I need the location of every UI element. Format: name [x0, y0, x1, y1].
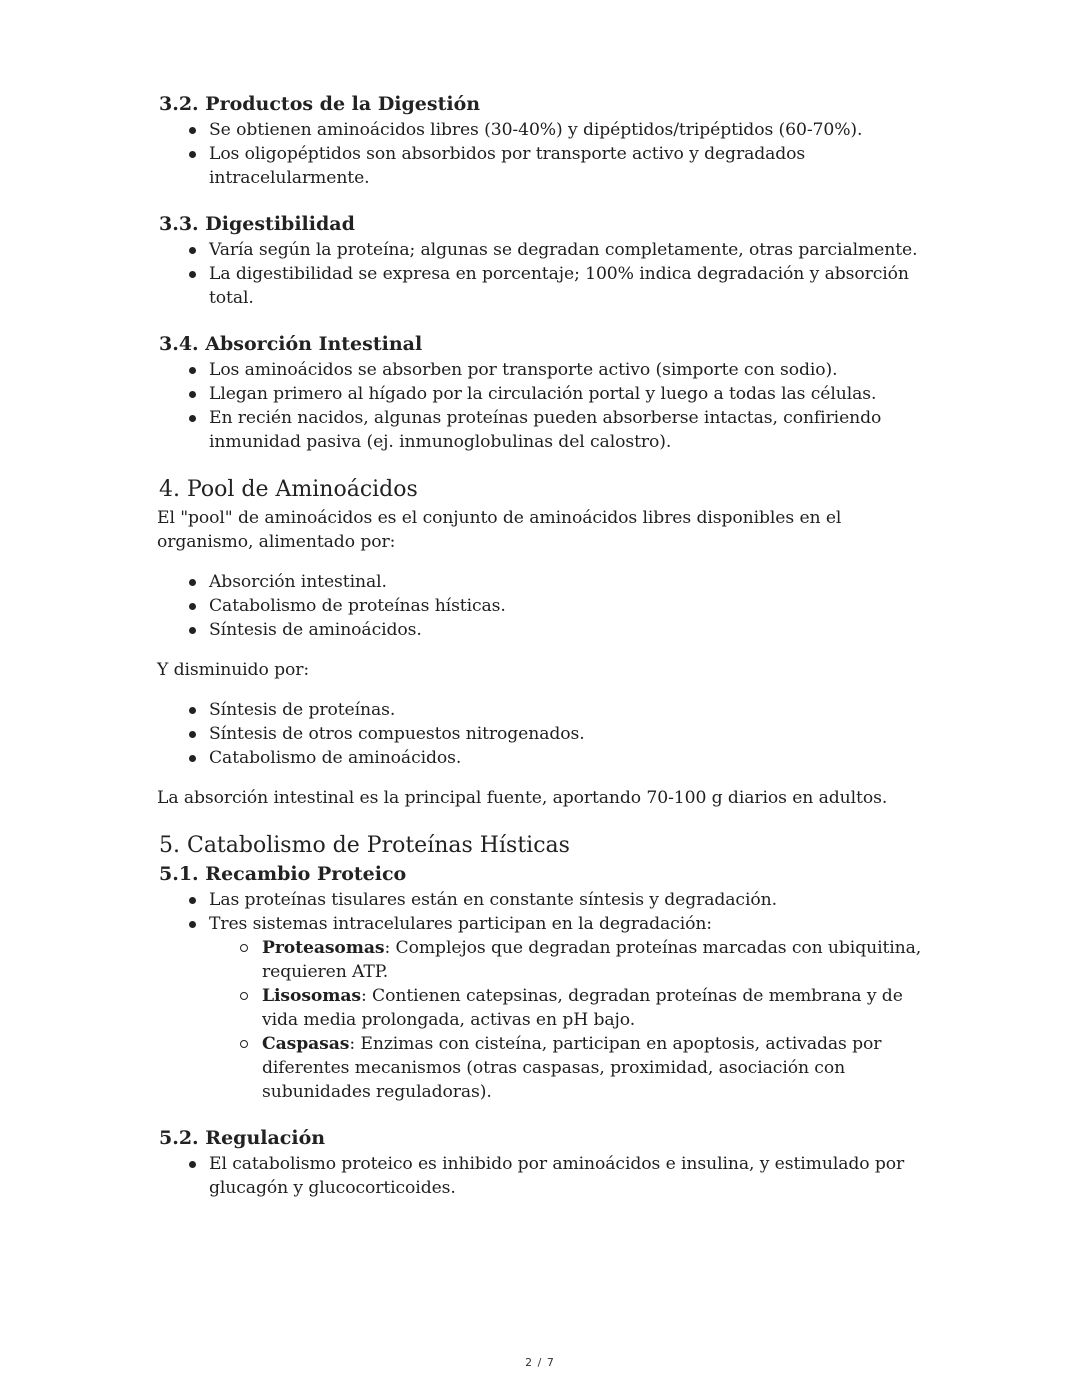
list-item: El catabolismo proteico es inhibido por aminoácidos e insulina, y estimulado por glucagón y glucocorticoides. — [157, 1152, 927, 1200]
list-item: Los oligopéptidos son absorbidos por transporte activo y degradados intracelularmente. — [157, 142, 927, 190]
list-5-1 — [157, 888, 927, 936]
list-item: Síntesis de aminoácidos. — [157, 618, 927, 642]
list-item: Las proteínas tisulares están en constante síntesis y degradación. — [157, 888, 927, 912]
list-item-proteasomas — [157, 936, 927, 984]
list-3-3 — [157, 238, 927, 310]
list-pool-fed — [157, 570, 927, 642]
heading-3-4: 3.4. Absorción Intestinal — [159, 333, 423, 355]
list-item: Síntesis de otros compuestos nitrogenados. — [157, 722, 927, 746]
list-item-lisosomas — [157, 984, 927, 1032]
heading-5: 5. Catabolismo de Proteínas Hísticas — [159, 833, 570, 858]
term-desc: : Complejos que degradan proteínas marcadas con ubiquitina, requieren ATP. — [262, 938, 922, 982]
list-item: Catabolismo de aminoácidos. — [157, 746, 927, 770]
page-number: 2 / 7 — [525, 1356, 555, 1369]
heading-3-3: 3.3. Digestibilidad — [159, 213, 355, 235]
list-item: Absorción intestinal. — [157, 570, 927, 594]
list-item: Llegan primero al hígado por la circulación portal y luego a todas las células. — [157, 382, 927, 406]
pool-intro: El "pool" de aminoácidos es el conjunto de aminoácidos libres disponibles en el organismo, alimentado por: — [157, 508, 842, 552]
term: Proteasomas — [262, 938, 385, 958]
heading-3-2: 3.2. Productos de la Digestión — [159, 93, 481, 115]
list-item-caspasas — [157, 1032, 927, 1104]
term-desc: : Enzimas con cisteína, participan en apoptosis, activadas por diferentes mecanismos (otras caspasas, proximidad, asociación con subunidades reguladoras). — [262, 1034, 882, 1102]
list-item: Síntesis de proteínas. — [157, 698, 927, 722]
term: Caspasas — [262, 1034, 350, 1054]
heading-4: 4. Pool de Aminoácidos — [159, 477, 418, 502]
heading-5-2: 5.2. Regulación — [159, 1127, 326, 1149]
pool-closing: La absorción intestinal es la principal fuente, aportando 70-100 g diarios en adultos. — [157, 788, 888, 808]
list-item: La digestibilidad se expresa en porcentaje; 100% indica degradación y absorción total. — [157, 262, 927, 310]
list-item: Tres sistemas intracelulares participan en la degradación: — [157, 912, 927, 936]
list-3-2 — [157, 118, 927, 190]
list-pool-decreased — [157, 698, 927, 770]
list-item: Se obtienen aminoácidos libres (30-40%) y dipéptidos/tripéptidos (60-70%). — [157, 118, 927, 142]
term-desc: : Contienen catepsinas, degradan proteínas de membrana y de vida media prolongada, activas en pH bajo. — [262, 986, 903, 1030]
pool-decreased-label: Y disminuido por: — [157, 660, 310, 680]
list-degradation-systems — [157, 936, 927, 1104]
list-item: Catabolismo de proteínas hísticas. — [157, 594, 927, 618]
list-item: Los aminoácidos se absorben por transporte activo (simporte con sodio). — [157, 358, 927, 382]
list-item: En recién nacidos, algunas proteínas pueden absorberse intactas, confiriendo inmunidad pasiva (ej. inmunoglobulinas del calostro). — [157, 406, 927, 454]
list-item: Varía según la proteína; algunas se degradan completamente, otras parcialmente. — [157, 238, 927, 262]
list-5-2 — [157, 1152, 927, 1200]
document-page — [157, 92, 927, 1200]
heading-5-1: 5.1. Recambio Proteico — [159, 863, 407, 885]
list-3-4 — [157, 358, 927, 454]
term: Lisosomas — [262, 986, 361, 1006]
